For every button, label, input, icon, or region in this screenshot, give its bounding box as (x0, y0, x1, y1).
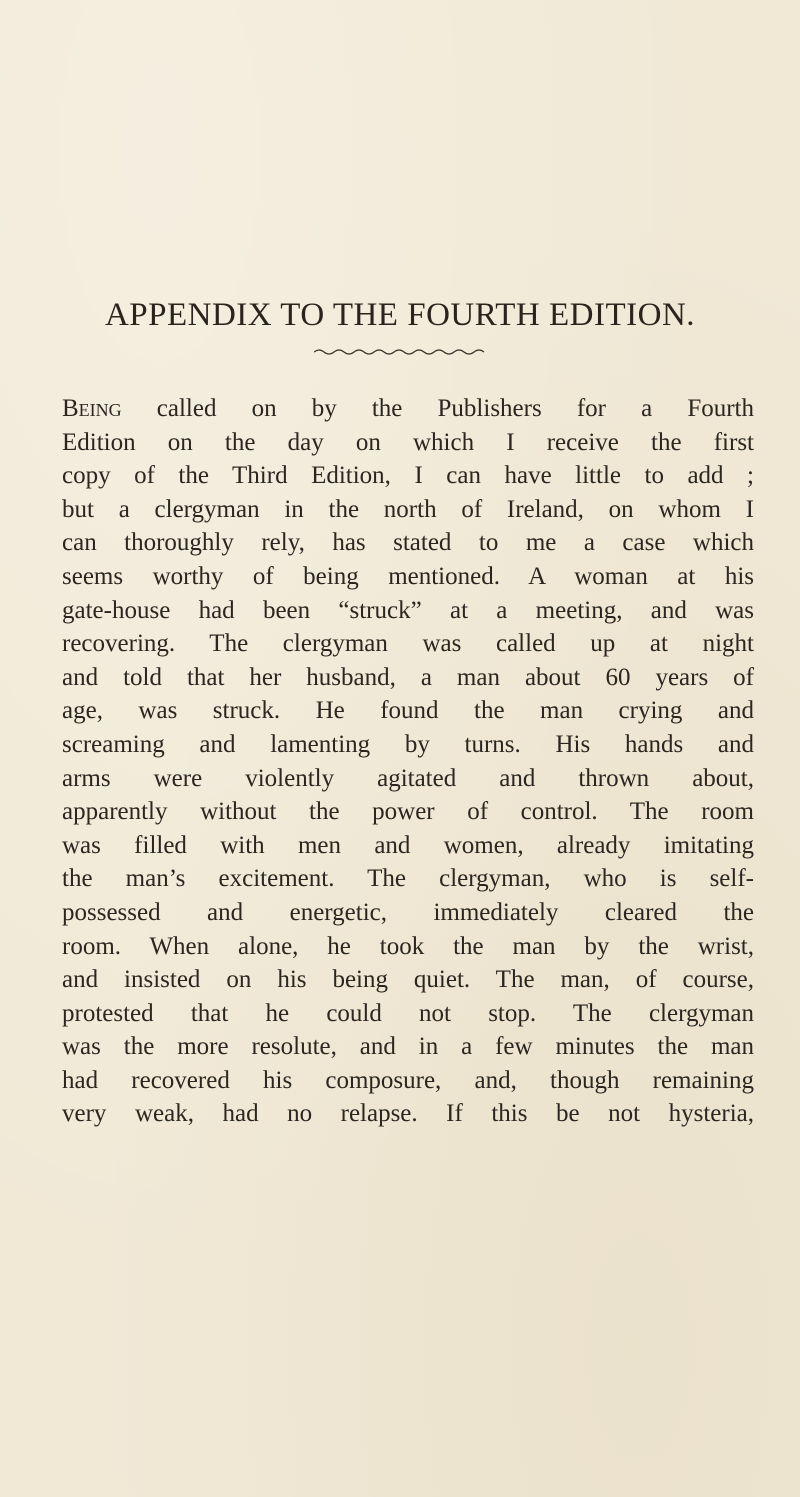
page-title: APPENDIX TO THE FOURTH EDITION. (104, 297, 696, 333)
paragraph-line-21: had recovered his composure, and, though remaining (62, 1066, 754, 1094)
paragraph-line-11: screaming and lamenting by turns. His hands and (62, 730, 754, 758)
body-paragraph (62, 392, 754, 1131)
paragraph-line-2: Edition on the day on which I receive the first (62, 428, 754, 456)
paragraph-line-16: possessed and energetic, immediately cleared the (62, 898, 754, 926)
lead-word: Being (62, 395, 122, 422)
paragraph-line-19: protested that he could not stop. The clergyman (62, 999, 754, 1027)
wavy-rule-icon (314, 347, 486, 355)
paragraph-line-12: arms were violently agitated and thrown about, (62, 764, 754, 792)
paragraph-line-20: was the more resolute, and in a few minutes the man (62, 1033, 754, 1061)
paragraph-line-15: the man’s excitement. The clergyman, who is self- (62, 865, 754, 893)
paragraph-line-3: copy of the Third Edition, I can have little to add ; (62, 462, 754, 490)
paragraph-line-1 (62, 392, 754, 426)
paragraph-line-13: apparently without the power of control. The room (62, 798, 754, 826)
paragraph-line-17: room. When alone, he took the man by the wrist, (62, 932, 754, 960)
paragraph-line-9: and told that her husband, a man about 60 years of (62, 663, 754, 691)
paragraph-line-7: gate-house had been “struck” at a meeting, and was (62, 596, 754, 624)
line-text: called on by the Publishers for a Fourth (121, 395, 754, 422)
paragraph-line-22: very weak, had no relapse. If this be not hysteria, (62, 1100, 754, 1128)
paragraph-line-18: and insisted on his being quiet. The man, of course, (62, 966, 754, 994)
paragraph-line-4: but a clergyman in the north of Ireland, on whom I (62, 495, 754, 523)
paragraph-line-8: recovering. The clergyman was called up at night (62, 630, 754, 658)
paragraph-line-6: seems worthy of being mentioned. A woman at his (62, 562, 754, 590)
paragraph-line-14: was filled with men and women, already imitating (62, 831, 754, 859)
paragraph-line-5: can thoroughly rely, has stated to me a case which (62, 529, 754, 557)
paragraph-line-10: age, was struck. He found the man crying and (62, 697, 754, 725)
